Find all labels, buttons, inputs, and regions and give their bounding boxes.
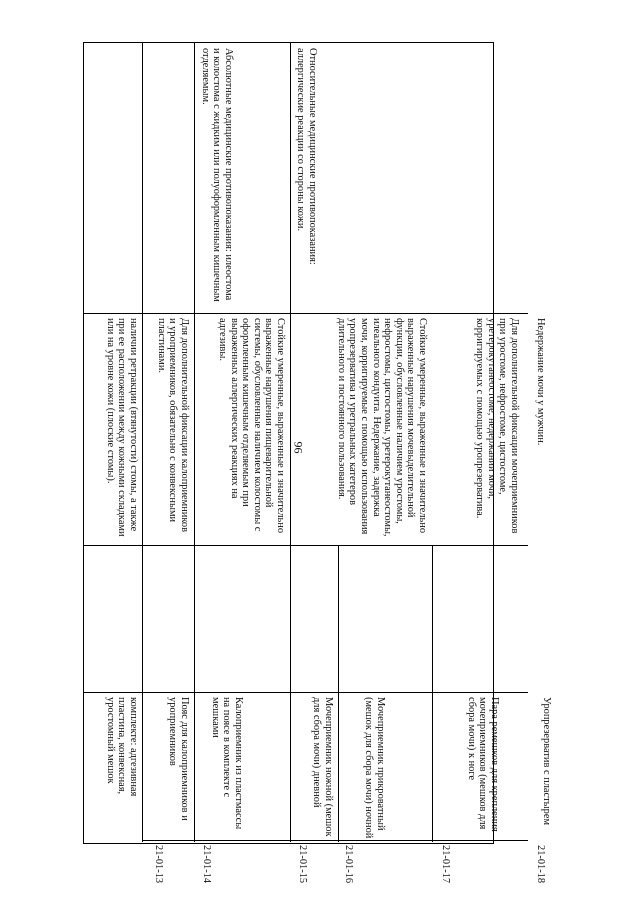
- row-3-code: 21-01-15: [297, 845, 308, 884]
- row-2-name: Калоприемник из пластмассы на поясе в комплекте с мешками: [209, 697, 244, 830]
- row-1-indications: Для дополнительной фиксации калоприемников и уроприемников, обязательно с конвексными пластинами.: [155, 318, 190, 532]
- row-6-name: Уропрезерватив с пластырем: [541, 697, 552, 826]
- row-3-contra: Относительные медицинские противопоказания: аллергические реакции со стороны кожи.: [295, 48, 318, 265]
- column-divider: [83, 545, 528, 546]
- row-5-name: Пара ремешков для крепления мочеприемников (мешков для сбора мочи) к ноге: [465, 697, 500, 832]
- row-6-indications: Недержание мочи у мужчин.: [535, 318, 546, 446]
- row-0-indications: наличии ретракции (втянутости) стомы, а также при ее расположении между кожными складками или на уровне кожи (плоские стомы).: [104, 318, 139, 537]
- row-2-code: 21-01-14: [201, 845, 212, 884]
- row-0-name: комплекте: адгезивная пластина, конвексная, уростомный мешок: [104, 697, 139, 797]
- row-1-code: 21-01-13: [153, 845, 164, 884]
- row-4-code: 21-01-16: [343, 845, 354, 884]
- row-6-code: 21-01-18: [535, 845, 546, 884]
- row-4-name: Мочеприемник прикроватный (мешок для сбора мочи) ночной: [363, 697, 386, 839]
- row-1-name: Пояс для калоприемников и уроприемников: [167, 697, 190, 821]
- row-5-indications: Для дополнительной фиксации мочеприемников при уростоме, нефростоме, цистостоме, уретерокутанеостоме, недержании мочи, корригируемых с помощью уропрезерватива.: [474, 318, 520, 534]
- row-5-code: 21-01-17: [440, 845, 451, 884]
- row-3-indications: Стойкие умеренные, выраженные и значительно выраженные нарушения мочевыделительной функции, обусловленные наличием уростомы, нефростомы, цистостомы, уретерокутанеостомы, илеального кондуита. Недержание, задержка мочи, корригируемые с помощью использования уропрезерватива и уретральных катетеров длительного и постоянного пользования.: [335, 318, 428, 537]
- column-divider: [83, 692, 528, 693]
- row-divider: [290, 42, 291, 842]
- column-divider: [83, 313, 528, 314]
- row-3-name: Мочеприемник ножной (мешок для сбора мочи) дневной: [311, 697, 334, 837]
- page-number: 96: [291, 441, 306, 454]
- row-2-contra: Абсолютные медицинские противопоказания: илеостома и колостома с жидким или полуоформленным кишечным отделяемым.: [199, 48, 234, 302]
- column-divider: [142, 840, 528, 841]
- row-divider: [432, 545, 433, 842]
- row-2-indications: Стойкие умеренные, выраженные и значительно выраженные нарушения пищеварительной системы, обусловленные наличием колостомы с оформленным кишечным отделяемым при выраженных аллергических реакциях на адгезивы.: [217, 318, 286, 534]
